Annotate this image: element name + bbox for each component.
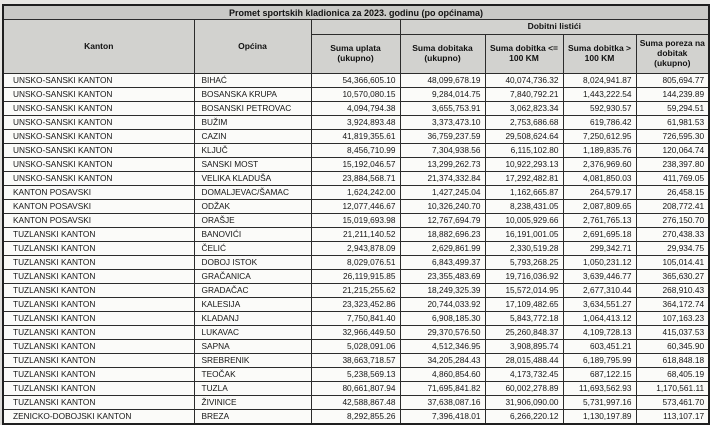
canton-cell: ZENICKO-DOBOJSKI KANTON: [3, 410, 194, 425]
suma-dobitka-le-100-cell: 60,002,278.89: [485, 382, 563, 396]
suma-dobitka-le-100-cell: 2,753,686.68: [485, 116, 563, 130]
suma-uplata-cell: 26,119,915.85: [311, 270, 400, 284]
canton-cell: UNSKO-SANSKI KANTON: [3, 102, 194, 116]
column-header-suma-dobitka-le-100: Suma dobitka <= 100 KM: [485, 35, 563, 74]
canton-cell: TUZLANSKI KANTON: [3, 382, 194, 396]
canton-cell: UNSKO-SANSKI KANTON: [3, 144, 194, 158]
suma-dobitka-le-100-cell: 25,260,848.37: [485, 326, 563, 340]
suma-poreza-cell: 144,239.89: [636, 88, 709, 102]
table-row: [3, 368, 709, 382]
municipality-cell: BIHAĆ: [194, 74, 311, 88]
suma-dobitka-le-100-cell: 1,162,665.87: [485, 186, 563, 200]
canton-cell: TUZLANSKI KANTON: [3, 396, 194, 410]
suma-poreza-cell: 61,981.53: [636, 116, 709, 130]
suma-dobitka-le-100-cell: 19,716,036.92: [485, 270, 563, 284]
canton-cell: TUZLANSKI KANTON: [3, 312, 194, 326]
table-row: [3, 158, 709, 172]
suma-dobitaka-cell: 18,249,325.39: [400, 284, 485, 298]
municipality-cell: BUŽIM: [194, 116, 311, 130]
suma-dobitka-gt-100-cell: 264,579.17: [563, 186, 636, 200]
municipality-cell: BOSANSKA KRUPA: [194, 88, 311, 102]
suma-uplata-cell: 80,661,807.94: [311, 382, 400, 396]
suma-dobitka-gt-100-cell: 6,189,795.99: [563, 354, 636, 368]
suma-uplata-cell: 41,819,355.61: [311, 130, 400, 144]
column-header-suma-uplata: Suma uplata (ukupno): [311, 35, 400, 74]
table-row: [3, 200, 709, 214]
suma-dobitka-le-100-cell: 17,292,482.81: [485, 172, 563, 186]
suma-uplata-cell: 3,924,893.48: [311, 116, 400, 130]
suma-dobitaka-cell: 7,304,938.56: [400, 144, 485, 158]
suma-dobitaka-cell: 3,655,753.91: [400, 102, 485, 116]
suma-poreza-cell: 208,772.41: [636, 200, 709, 214]
suma-uplata-cell: 1,624,242.00: [311, 186, 400, 200]
canton-cell: KANTON POSAVSKI: [3, 214, 194, 228]
suma-poreza-cell: 113,107.17: [636, 410, 709, 425]
suma-dobitaka-cell: 20,744,033.92: [400, 298, 485, 312]
column-header-suma-dobitaka: Suma dobitaka (ukupno): [400, 35, 485, 74]
suma-dobitaka-cell: 23,355,483.69: [400, 270, 485, 284]
municipality-cell: ŽIVINICE: [194, 396, 311, 410]
table-row: [3, 396, 709, 410]
canton-cell: UNSKO-SANSKI KANTON: [3, 130, 194, 144]
group-header-row: [3, 20, 709, 35]
table-row: [3, 88, 709, 102]
suma-poreza-cell: 573,461.70: [636, 396, 709, 410]
title-row: [3, 5, 709, 20]
canton-cell: UNSKO-SANSKI KANTON: [3, 116, 194, 130]
suma-dobitaka-cell: 10,326,240.70: [400, 200, 485, 214]
suma-uplata-cell: 8,292,855.26: [311, 410, 400, 425]
suma-dobitka-gt-100-cell: 299,342.71: [563, 242, 636, 256]
canton-cell: UNSKO-SANSKI KANTON: [3, 158, 194, 172]
suma-dobitka-le-100-cell: 15,572,014.95: [485, 284, 563, 298]
canton-cell: UNSKO-SANSKI KANTON: [3, 74, 194, 88]
column-header-kanton: Kanton: [3, 20, 194, 74]
suma-dobitka-le-100-cell: 6,266,220.12: [485, 410, 563, 425]
column-group-dobitni-listici: Dobitni listići: [400, 20, 709, 35]
suma-poreza-cell: 365,630.27: [636, 270, 709, 284]
suma-dobitka-gt-100-cell: 1,130,197.89: [563, 410, 636, 425]
canton-cell: TUZLANSKI KANTON: [3, 326, 194, 340]
suma-dobitka-le-100-cell: 17,109,482.65: [485, 298, 563, 312]
suma-dobitka-le-100-cell: 3,908,895.74: [485, 340, 563, 354]
column-header-suma-poreza: Suma poreza na dobitak (ukupno): [636, 35, 709, 74]
suma-poreza-cell: 415,037.53: [636, 326, 709, 340]
suma-dobitaka-cell: 7,396,418.01: [400, 410, 485, 425]
suma-dobitka-gt-100-cell: 592,930.57: [563, 102, 636, 116]
column-header-suma-dobitka-gt-100: Suma dobitka > 100 KM: [563, 35, 636, 74]
suma-uplata-cell: 38,663,718.57: [311, 354, 400, 368]
suma-dobitka-le-100-cell: 5,793,268.25: [485, 256, 563, 270]
municipality-cell: SAPNA: [194, 340, 311, 354]
canton-cell: TUZLANSKI KANTON: [3, 256, 194, 270]
table-header: [3, 5, 709, 74]
suma-dobitka-gt-100-cell: 687,122.15: [563, 368, 636, 382]
municipality-cell: SANSKI MOST: [194, 158, 311, 172]
municipality-cell: ODŽAK: [194, 200, 311, 214]
suma-uplata-cell: 23,884,568.71: [311, 172, 400, 186]
suma-uplata-cell: 32,966,449.50: [311, 326, 400, 340]
table-row: [3, 354, 709, 368]
canton-cell: TUZLANSKI KANTON: [3, 284, 194, 298]
suma-poreza-cell: 1,170,561.11: [636, 382, 709, 396]
suma-dobitka-gt-100-cell: 1,064,413.12: [563, 312, 636, 326]
suma-dobitka-gt-100-cell: 603,451.21: [563, 340, 636, 354]
canton-cell: KANTON POSAVSKI: [3, 200, 194, 214]
suma-uplata-cell: 10,570,080.15: [311, 88, 400, 102]
suma-uplata-cell: 23,323,452.86: [311, 298, 400, 312]
suma-poreza-cell: 618,848.18: [636, 354, 709, 368]
suma-dobitaka-cell: 18,882,696.23: [400, 228, 485, 242]
suma-dobitka-le-100-cell: 6,115,102.80: [485, 144, 563, 158]
suma-dobitaka-cell: 48,099,678.19: [400, 74, 485, 88]
suma-dobitaka-cell: 3,373,473.10: [400, 116, 485, 130]
suma-dobitaka-cell: 13,299,262.73: [400, 158, 485, 172]
suma-dobitka-le-100-cell: 16,191,001.05: [485, 228, 563, 242]
suma-uplata-cell: 5,028,091.06: [311, 340, 400, 354]
suma-uplata-cell: 4,094,794.38: [311, 102, 400, 116]
municipality-cell: TUZLA: [194, 382, 311, 396]
table-row: [3, 214, 709, 228]
suma-dobitka-le-100-cell: 29,508,624.64: [485, 130, 563, 144]
municipality-cell: KLADANJ: [194, 312, 311, 326]
municipality-cell: VELIKA KLADUŠA: [194, 172, 311, 186]
suma-dobitka-le-100-cell: 4,173,732.45: [485, 368, 563, 382]
table-title: Promet sportskih kladionica za 2023. godinu (po općinama): [3, 5, 709, 20]
suma-dobitaka-cell: 36,759,237.59: [400, 130, 485, 144]
suma-dobitka-le-100-cell: 7,840,792.21: [485, 88, 563, 102]
municipality-cell: GRAČANICA: [194, 270, 311, 284]
municipality-cell: ČELIĆ: [194, 242, 311, 256]
suma-poreza-cell: 68,405.19: [636, 368, 709, 382]
municipality-cell: LUKAVAC: [194, 326, 311, 340]
suma-uplata-cell: 8,029,076.51: [311, 256, 400, 270]
table-row: [3, 410, 709, 425]
canton-cell: TUZLANSKI KANTON: [3, 368, 194, 382]
suma-dobitka-gt-100-cell: 5,731,997.16: [563, 396, 636, 410]
suma-uplata-cell: 15,019,693.98: [311, 214, 400, 228]
canton-cell: KANTON POSAVSKI: [3, 186, 194, 200]
table-row: [3, 228, 709, 242]
table-row: [3, 382, 709, 396]
table-row: [3, 256, 709, 270]
suma-poreza-cell: 276,150.70: [636, 214, 709, 228]
table-row: [3, 326, 709, 340]
suma-poreza-cell: 726,595.30: [636, 130, 709, 144]
suma-dobitka-gt-100-cell: 4,081,850.03: [563, 172, 636, 186]
suma-uplata-cell: 8,456,710.99: [311, 144, 400, 158]
suma-uplata-cell: 7,750,841.40: [311, 312, 400, 326]
table-row: [3, 102, 709, 116]
suma-dobitaka-cell: 29,370,576.50: [400, 326, 485, 340]
suma-dobitka-gt-100-cell: 2,677,310.44: [563, 284, 636, 298]
suma-dobitka-gt-100-cell: 2,761,765.13: [563, 214, 636, 228]
suma-poreza-cell: 26,458.15: [636, 186, 709, 200]
suma-dobitka-le-100-cell: 31,906,090.00: [485, 396, 563, 410]
suma-poreza-cell: 60,345.90: [636, 340, 709, 354]
table-row: [3, 298, 709, 312]
canton-cell: TUZLANSKI KANTON: [3, 270, 194, 284]
suma-dobitaka-cell: 6,908,185.30: [400, 312, 485, 326]
suma-poreza-cell: 411,769.05: [636, 172, 709, 186]
municipality-cell: KALESIJA: [194, 298, 311, 312]
table-row: [3, 312, 709, 326]
suma-dobitaka-cell: 4,860,854.60: [400, 368, 485, 382]
suma-dobitaka-cell: 21,374,332.84: [400, 172, 485, 186]
canton-cell: UNSKO-SANSKI KANTON: [3, 172, 194, 186]
municipality-cell: GRADAČAC: [194, 284, 311, 298]
suma-dobitaka-cell: 34,205,284.43: [400, 354, 485, 368]
suma-dobitaka-cell: 6,843,499.37: [400, 256, 485, 270]
suma-dobitaka-cell: 37,638,087.16: [400, 396, 485, 410]
canton-cell: TUZLANSKI KANTON: [3, 298, 194, 312]
suma-dobitka-gt-100-cell: 1,443,222.54: [563, 88, 636, 102]
suma-dobitka-gt-100-cell: 619,786.42: [563, 116, 636, 130]
municipality-cell: BANOVIĆI: [194, 228, 311, 242]
municipality-cell: SREBRENIK: [194, 354, 311, 368]
table-row: [3, 74, 709, 88]
table-row: [3, 116, 709, 130]
suma-dobitka-gt-100-cell: 3,634,551.27: [563, 298, 636, 312]
suma-dobitka-gt-100-cell: 11,693,562.93: [563, 382, 636, 396]
suma-poreza-cell: 268,910.43: [636, 284, 709, 298]
suma-dobitka-gt-100-cell: 1,050,231.12: [563, 256, 636, 270]
suma-dobitka-gt-100-cell: 7,250,612.95: [563, 130, 636, 144]
municipality-cell: DOBOJ ISTOK: [194, 256, 311, 270]
municipality-cell: BOSANSKI PETROVAC: [194, 102, 311, 116]
suma-dobitka-gt-100-cell: 2,376,969.60: [563, 158, 636, 172]
suma-poreza-cell: 29,934.75: [636, 242, 709, 256]
suma-dobitaka-cell: 4,512,346.95: [400, 340, 485, 354]
table-row: [3, 340, 709, 354]
suma-poreza-cell: 270,438.33: [636, 228, 709, 242]
column-header-opcina: Općina: [194, 20, 311, 74]
suma-dobitka-gt-100-cell: 2,087,809.65: [563, 200, 636, 214]
suma-dobitka-le-100-cell: 3,062,823.34: [485, 102, 563, 116]
suma-dobitaka-cell: 9,284,014.75: [400, 88, 485, 102]
suma-poreza-cell: 364,172.74: [636, 298, 709, 312]
table-row: [3, 186, 709, 200]
suma-dobitaka-cell: 71,695,841.82: [400, 382, 485, 396]
suma-dobitka-gt-100-cell: 8,024,941.87: [563, 74, 636, 88]
suma-dobitaka-cell: 2,629,861.99: [400, 242, 485, 256]
betting-turnover-table: [2, 4, 710, 425]
table-row: [3, 130, 709, 144]
table-row: [3, 242, 709, 256]
empty-header-cell: [311, 20, 400, 35]
canton-cell: TUZLANSKI KANTON: [3, 340, 194, 354]
suma-uplata-cell: 21,215,255.62: [311, 284, 400, 298]
suma-poreza-cell: 59,294.51: [636, 102, 709, 116]
table-row: [3, 270, 709, 284]
canton-cell: TUZLANSKI KANTON: [3, 228, 194, 242]
municipality-cell: BREZA: [194, 410, 311, 425]
suma-uplata-cell: 15,192,046.57: [311, 158, 400, 172]
table-row: [3, 284, 709, 298]
canton-cell: TUZLANSKI KANTON: [3, 242, 194, 256]
suma-uplata-cell: 5,238,569.13: [311, 368, 400, 382]
canton-cell: TUZLANSKI KANTON: [3, 354, 194, 368]
suma-dobitka-le-100-cell: 10,005,929.66: [485, 214, 563, 228]
suma-uplata-cell: 54,366,605.10: [311, 74, 400, 88]
suma-dobitka-gt-100-cell: 3,639,446.77: [563, 270, 636, 284]
suma-dobitka-le-100-cell: 8,238,431.05: [485, 200, 563, 214]
table-row: [3, 144, 709, 158]
suma-dobitka-le-100-cell: 10,922,293.13: [485, 158, 563, 172]
canton-cell: UNSKO-SANSKI KANTON: [3, 88, 194, 102]
municipality-cell: ORAŠJE: [194, 214, 311, 228]
table-body: [3, 74, 709, 425]
suma-uplata-cell: 21,211,140.52: [311, 228, 400, 242]
suma-uplata-cell: 2,943,878.09: [311, 242, 400, 256]
suma-poreza-cell: 805,694.77: [636, 74, 709, 88]
suma-dobitaka-cell: 1,427,245.04: [400, 186, 485, 200]
suma-dobitka-le-100-cell: 2,330,519.28: [485, 242, 563, 256]
suma-dobitka-le-100-cell: 40,074,736.32: [485, 74, 563, 88]
suma-dobitka-gt-100-cell: 1,189,835.76: [563, 144, 636, 158]
suma-dobitka-gt-100-cell: 4,109,728.13: [563, 326, 636, 340]
table-row: [3, 172, 709, 186]
suma-uplata-cell: 42,588,867.48: [311, 396, 400, 410]
municipality-cell: KLJUČ: [194, 144, 311, 158]
suma-dobitka-gt-100-cell: 2,691,695.18: [563, 228, 636, 242]
suma-poreza-cell: 120,064.74: [636, 144, 709, 158]
municipality-cell: CAZIN: [194, 130, 311, 144]
suma-uplata-cell: 12,077,446.67: [311, 200, 400, 214]
municipality-cell: TEOČAK: [194, 368, 311, 382]
suma-dobitaka-cell: 12,767,694.79: [400, 214, 485, 228]
municipality-cell: DOMALJEVAC/ŠAMAC: [194, 186, 311, 200]
suma-dobitka-le-100-cell: 28,015,488.44: [485, 354, 563, 368]
suma-poreza-cell: 238,397.80: [636, 158, 709, 172]
suma-poreza-cell: 107,163.23: [636, 312, 709, 326]
suma-dobitka-le-100-cell: 5,843,772.18: [485, 312, 563, 326]
suma-poreza-cell: 105,014.41: [636, 256, 709, 270]
